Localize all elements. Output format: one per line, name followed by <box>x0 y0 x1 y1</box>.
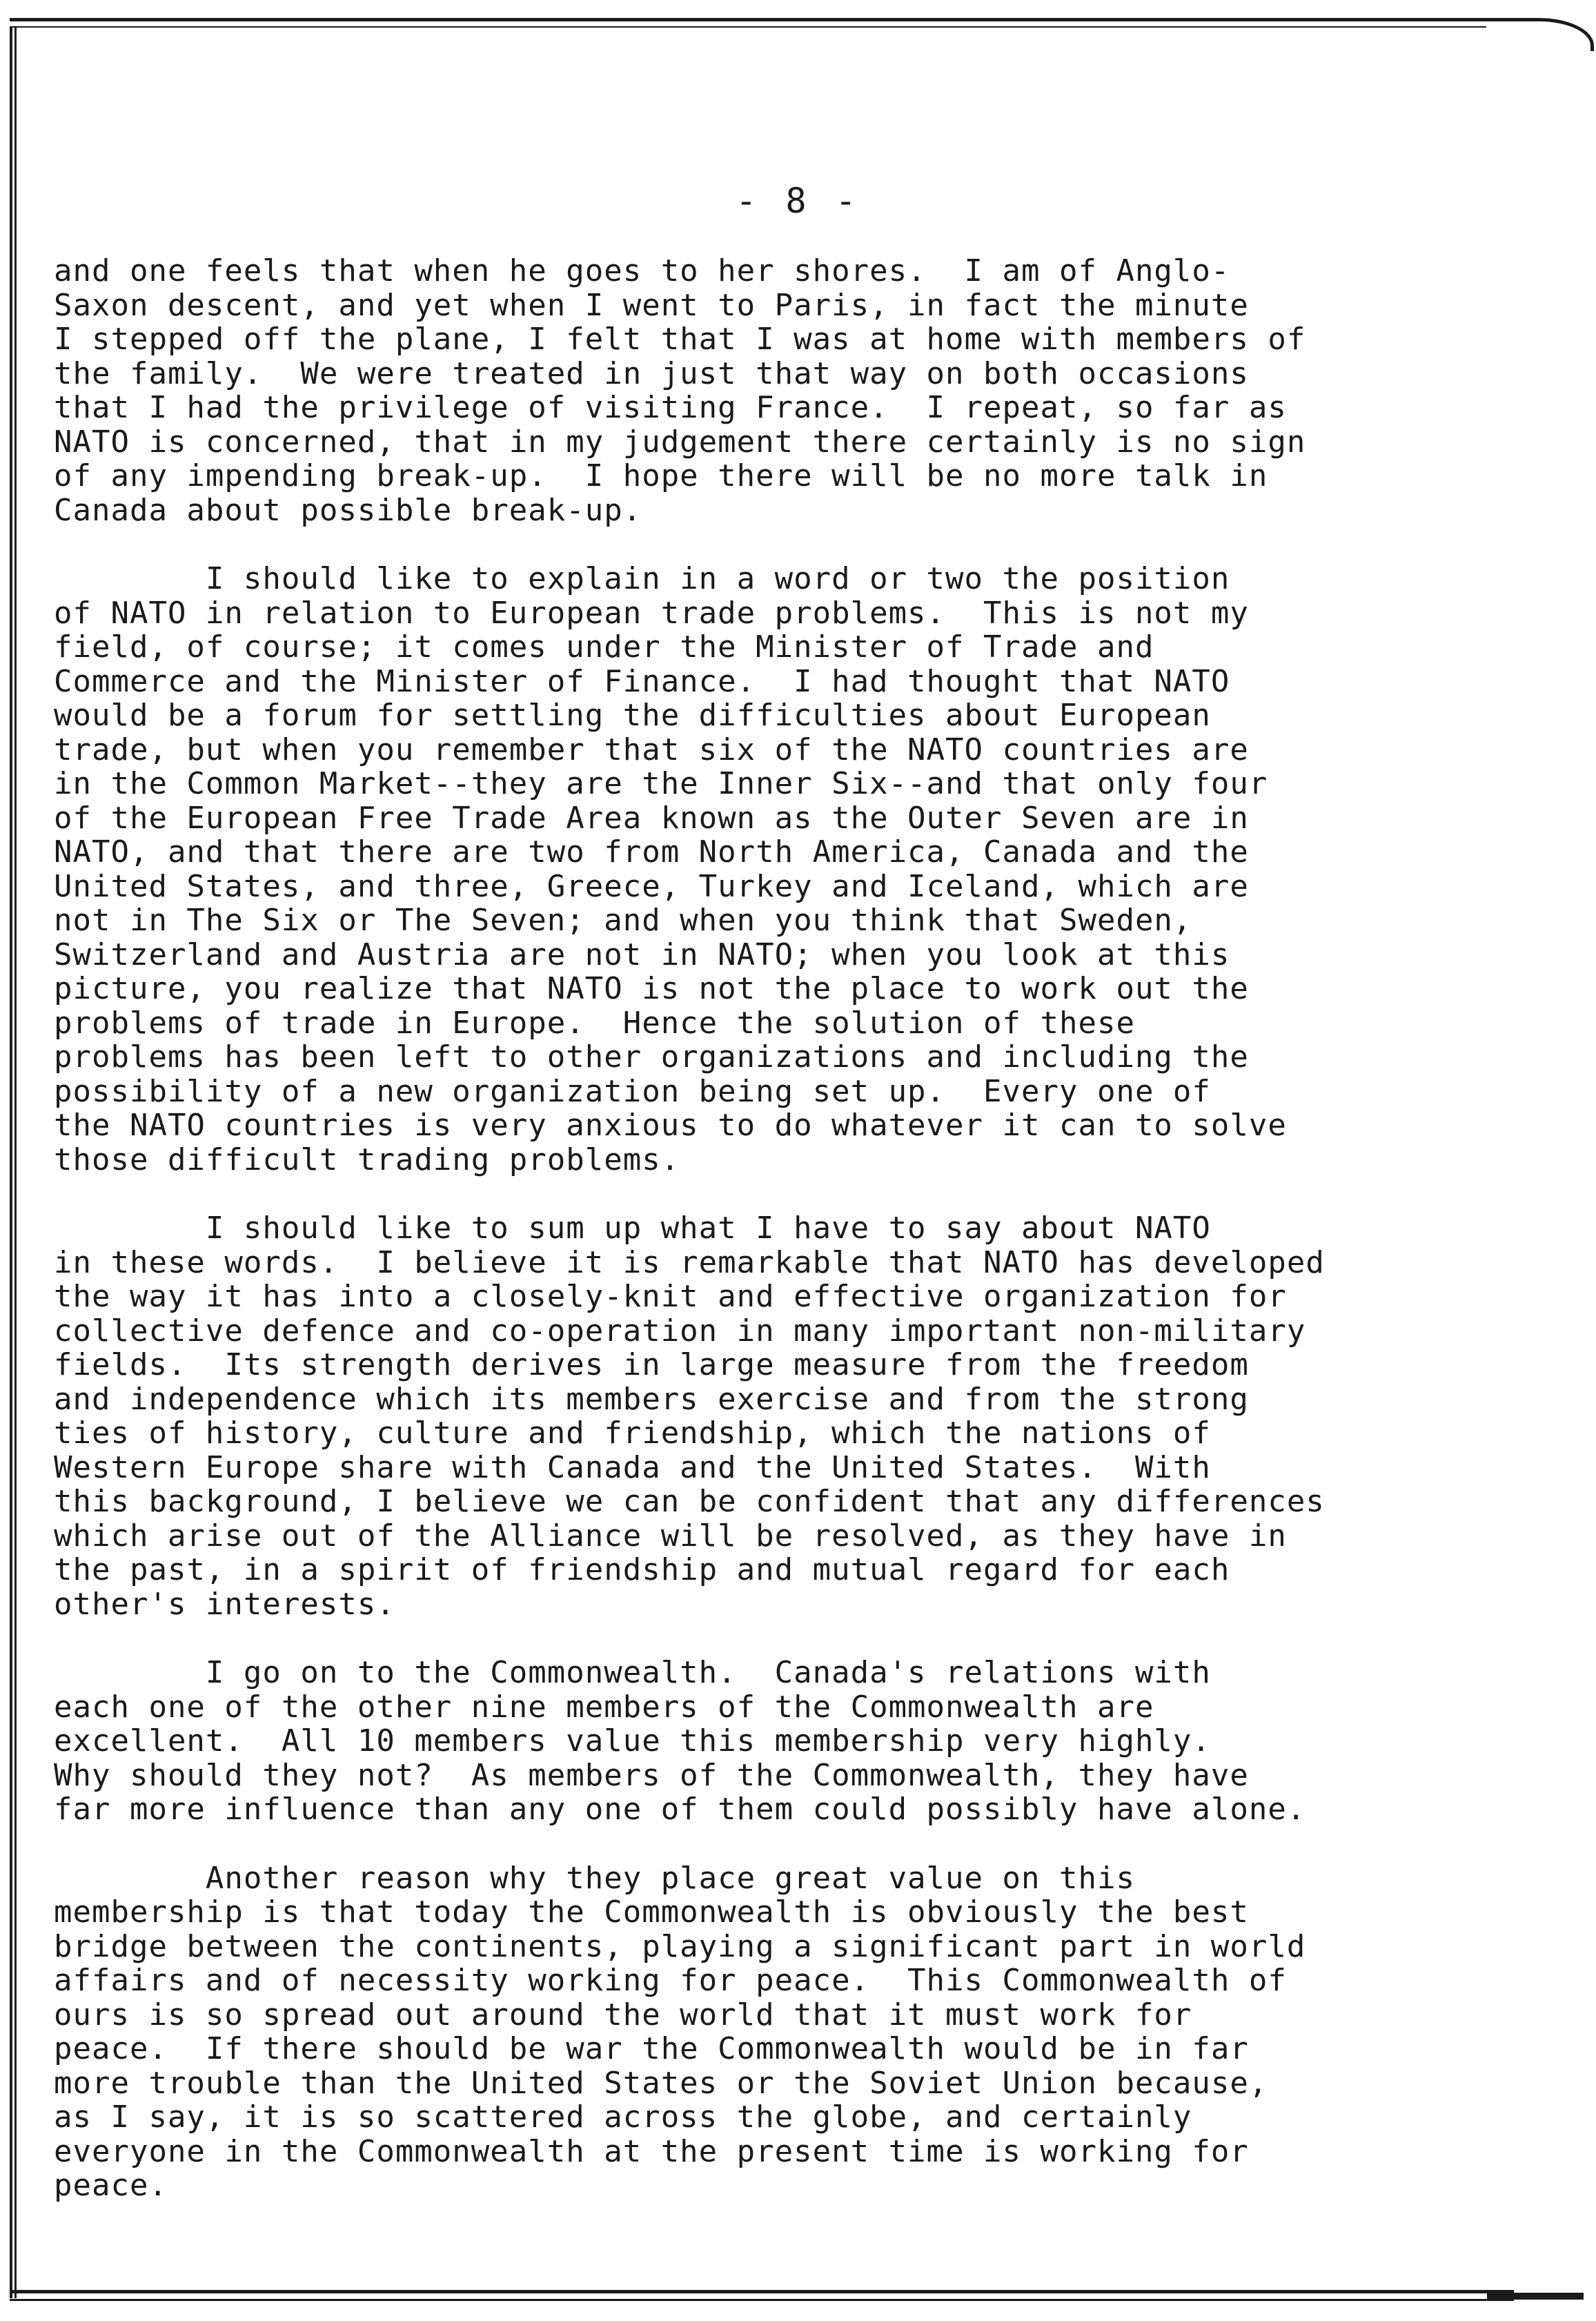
text-line: field, of course; it comes under the Minister of Trade and <box>54 629 1154 665</box>
text-line: not in The Six or The Seven; and when you think that Sweden, <box>54 903 1192 938</box>
page-border-bottom-tab <box>1487 2293 1584 2300</box>
paragraph-gap <box>54 1177 1468 1211</box>
text-line: each one of the other nine members of the Commonwealth are <box>54 1689 1154 1725</box>
page-border-left <box>10 28 17 2298</box>
paragraph-gap <box>54 527 1468 562</box>
paragraph <box>54 1211 1468 1621</box>
page-border-bottom <box>10 2290 1514 2301</box>
text-line: Saxon descent, and yet when I went to Paris, in fact the minute <box>54 287 1249 323</box>
text-line: bridge between the continents, playing a significant part in world <box>54 1928 1306 1964</box>
text-line: NATO, and that there are two from North America, Canada and the <box>54 834 1249 870</box>
text-line: the way it has into a closely-knit and effective organization for <box>54 1279 1287 1314</box>
text-line: possibility of a new organization being set up. Every one of <box>54 1073 1211 1109</box>
text-line: as I say, it is so scattered across the globe, and certainly <box>54 2099 1192 2135</box>
text-line: problems has been left to other organizations and including the <box>54 1039 1249 1075</box>
text-line: excellent. All 10 members value this membership very highly. <box>54 1723 1211 1759</box>
text-line: in the Common Market--they are the Inner Six--and that only four <box>54 766 1268 801</box>
text-line: more trouble than the United States or the Soviet Union because, <box>54 2065 1268 2101</box>
text-line: and one feels that when he goes to her shores. I am of Anglo- <box>54 253 1230 288</box>
text-line: of NATO in relation to European trade problems. This is not my <box>54 595 1249 631</box>
paragraph-gap <box>54 1827 1468 1861</box>
text-line: affairs and of necessity working for peace. This Commonwealth of <box>54 1963 1287 1998</box>
text-line: peace. If there should be war the Commonwealth would be in far <box>54 2031 1249 2066</box>
text-line: Canada about possible break-up. <box>54 492 642 528</box>
paragraph <box>54 1656 1468 1827</box>
text-line: other's interests. <box>54 1586 395 1622</box>
text-line: Western Europe share with Canada and the United States. With <box>54 1449 1211 1485</box>
text-line: this background, I believe we can be confident that any differences <box>54 1484 1325 1519</box>
page-border-top <box>10 18 1486 28</box>
text-line: and independence which its members exercise and from the strong <box>54 1381 1249 1417</box>
text-line: ties of history, culture and friendship, which the nations of <box>54 1416 1211 1451</box>
text-line: of the European Free Trade Area known as the Outer Seven are in <box>54 800 1249 836</box>
text-line: I go on to the Commonwealth. Canada's relations with <box>54 1655 1211 1690</box>
text-line: Commerce and the Minister of Finance. I had thought that NATO <box>54 663 1230 699</box>
text-line: Why should they not? As members of the Commonwealth, they have <box>54 1757 1249 1793</box>
paragraph <box>54 562 1468 1177</box>
page-border-corner <box>1477 18 1594 51</box>
text-line: the NATO countries is very anxious to do whatever it can to solve <box>54 1108 1287 1143</box>
text-line: in these words. I believe it is remarkable that NATO has developed <box>54 1244 1325 1280</box>
text-line: I should like to sum up what I have to say about NATO <box>54 1211 1211 1246</box>
text-line: collective defence and co-operation in many important non-military <box>54 1313 1306 1349</box>
text-line: everyone in the Commonwealth at the present time is working for <box>54 2133 1249 2169</box>
text-line: problems of trade in Europe. Hence the solution of these <box>54 1005 1135 1041</box>
text-line: ours is so spread out around the world that it must work for <box>54 1997 1192 2033</box>
text-line: I should like to explain in a word or two the position <box>54 561 1230 596</box>
document-body <box>54 254 1468 2203</box>
text-line: United States, and three, Greece, Turkey and Iceland, which are <box>54 868 1249 904</box>
text-line: fields. Its strength derives in large measure from the freedom <box>54 1347 1249 1382</box>
text-line: the past, in a spirit of friendship and mutual regard for each <box>54 1552 1230 1587</box>
text-line: trade, but when you remember that six of the NATO countries are <box>54 732 1249 767</box>
text-line: picture, you realize that NATO is not the place to work out the <box>54 971 1249 1006</box>
text-line: those difficult trading problems. <box>54 1142 680 1177</box>
text-line: peace. <box>54 2168 168 2203</box>
text-line: membership is that today the Commonwealth is obviously the best <box>54 1894 1249 1930</box>
text-line: Switzerland and Austria are not in NATO; when you look at this <box>54 937 1230 972</box>
page-number: - 8 - <box>736 181 860 221</box>
text-line: the family. We were treated in just that way on both occasions <box>54 355 1249 391</box>
paragraph <box>54 254 1468 527</box>
text-line: NATO is concerned, that in my judgement there certainly is no sign <box>54 424 1306 460</box>
text-line: which arise out of the Alliance will be resolved, as they have in <box>54 1518 1287 1554</box>
text-line: Another reason why they place great value on this <box>54 1860 1135 1896</box>
text-line: of any impending break-up. I hope there will be no more talk in <box>54 458 1268 493</box>
text-line: I stepped off the plane, I felt that I was at home with members of <box>54 322 1306 357</box>
paragraph-gap <box>54 1621 1468 1656</box>
text-line: would be a forum for settling the difficulties about European <box>54 698 1211 733</box>
text-line: far more influence than any one of them could possibly have alone. <box>54 1792 1306 1827</box>
paragraph <box>54 1861 1468 2203</box>
text-line: that I had the privilege of visiting France. I repeat, so far as <box>54 390 1287 425</box>
